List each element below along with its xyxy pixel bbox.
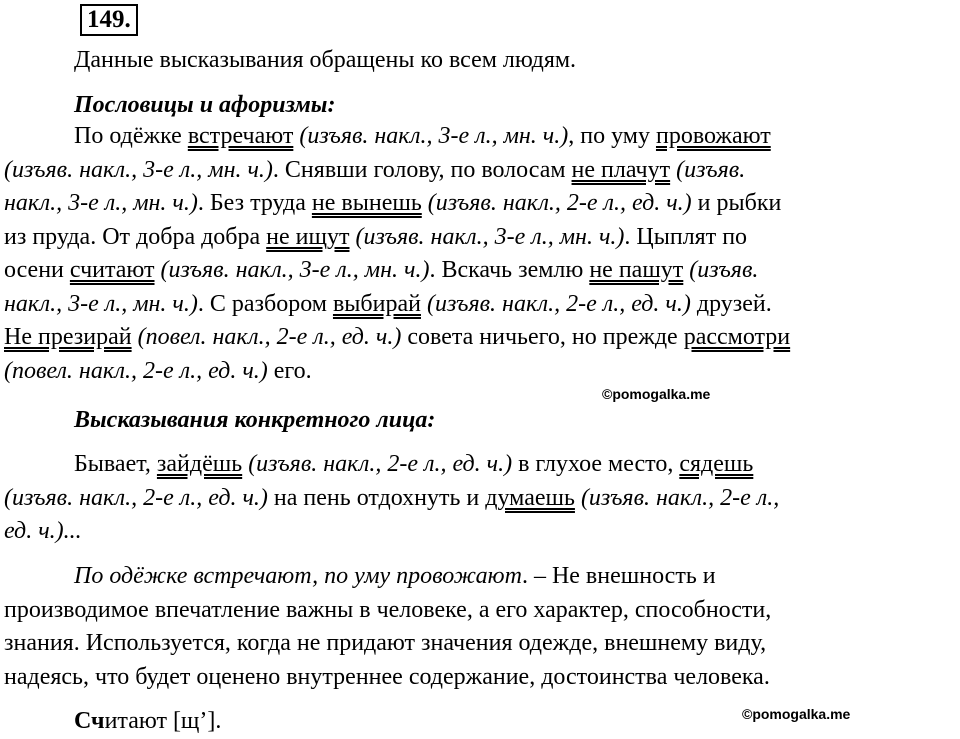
- verb-underlined: не плачут: [571, 157, 671, 183]
- grammar-note: (изъяв. накл., 2-е л., ед. ч.): [421, 190, 692, 216]
- section-title-proverbs: Пословицы и афоризмы:: [74, 92, 336, 118]
- p1-line-2: (изъяв. накл., 3-е л., мн. ч.). Снявши голову, по волосам не плачут (изъяв.: [4, 157, 746, 183]
- p1-line-1: По одёжке встречают (изъяв. накл., 3-е л., мн. ч.), по уму провожают: [74, 123, 771, 149]
- proverb-quote: По одёжке встречают, по уму провожают: [74, 563, 522, 589]
- verb-underlined: не ищут: [266, 224, 350, 250]
- p3-line-1: По одёжке встречают, по уму провожают. – Не внешность и: [74, 563, 716, 589]
- p1-line-4: из пруда. От добра добра не ищут (изъяв. накл., 3-е л., мн. ч.). Цыплят по: [4, 224, 748, 250]
- grammar-note: ед. ч.): [4, 518, 64, 544]
- grammar-note: (изъяв. накл., 3-е л., мн. ч.): [293, 123, 569, 149]
- pronunciation-line: Считают [щ’].: [74, 708, 222, 734]
- grammar-note: (повел. накл., 2-е л., ед. ч.): [131, 324, 402, 350]
- grammar-note: (изъяв. накл., 2-е л., ед. ч.): [4, 485, 268, 511]
- p1-line-7: Не презирай (повел. накл., 2-е л., ед. ч.) совета ничьего, но прежде рассмотри: [4, 324, 791, 350]
- grammar-note: накл., 3-е л., мн. ч.): [4, 190, 198, 216]
- p3-line-4: надеясь, что будет оценено внутреннее содержание, достоинства человека.: [4, 664, 770, 690]
- verb-underlined: думаешь: [485, 485, 575, 511]
- p2-line-2: (изъяв. накл., 2-е л., ед. ч.) на пень отдохнуть и думаешь (изъяв. накл., 2-е л.,: [4, 485, 780, 511]
- grammar-note: (изъяв. накл., 2-е л.,: [574, 485, 780, 511]
- verb-underlined: встречают: [187, 123, 294, 149]
- verb-underlined: зайдёшь: [156, 451, 243, 477]
- section-title-person: Высказывания конкретного лица:: [74, 407, 436, 433]
- p2-line-1: Бывает, зайдёшь (изъяв. накл., 2-е л., ед. ч.) в глухое место, сядешь: [74, 451, 754, 477]
- p1-line-6: накл., 3-е л., мн. ч.). С разбором выбирай (изъяв. накл., 2-е л., ед. ч.) друзей.: [4, 291, 772, 317]
- watermark-1: ©pomogalka.me: [602, 386, 711, 402]
- grammar-note: (изъяв.: [683, 257, 759, 283]
- grammar-note: (изъяв. накл., 2-е л., ед. ч.): [242, 451, 513, 477]
- bold-letters: Сч: [74, 708, 105, 734]
- verb-underlined: не пашут: [589, 257, 684, 283]
- verb-underlined: рассмотри: [683, 324, 791, 350]
- verb-underlined: Не презирай: [4, 324, 132, 350]
- grammar-note: (изъяв. накл., 3-е л., мн. ч.): [349, 224, 625, 250]
- verb-underlined: выбирай: [332, 291, 421, 317]
- grammar-note: (изъяв. накл., 3-е л., мн. ч.): [154, 257, 430, 283]
- p1-line-8: (повел. накл., 2-е л., ед. ч.) его.: [4, 358, 312, 384]
- watermark-2: ©pomogalka.me: [742, 706, 851, 722]
- intro-line: Данные высказывания обращены ко всем людям.: [74, 47, 577, 73]
- grammar-note: (повел. накл., 2-е л., ед. ч.): [4, 358, 268, 384]
- p3-line-2: производимое впечатление важны в человеке, а его характер, способности,: [4, 597, 772, 623]
- grammar-note: (изъяв.: [670, 157, 746, 183]
- p1-line-3: накл., 3-е л., мн. ч.). Без труда не вынешь (изъяв. накл., 2-е л., ед. ч.) и рыбки: [4, 190, 782, 216]
- exercise-number: 149.: [80, 4, 138, 36]
- verb-underlined: считают: [69, 257, 155, 283]
- grammar-note: (изъяв. накл., 3-е л., мн. ч.): [4, 157, 273, 183]
- p3-line-3: знания. Используется, когда не придают значения одежде, внешнему виду,: [4, 630, 767, 656]
- grammar-note: (изъяв. накл., 2-е л., ед. ч.): [420, 291, 691, 317]
- verb-underlined: сядешь: [679, 451, 754, 477]
- grammar-note: накл., 3-е л., мн. ч.): [4, 291, 198, 317]
- p1-line-5: осени считают (изъяв. накл., 3-е л., мн. ч.). Вскачь землю не пашут (изъяв.: [4, 257, 759, 283]
- verb-underlined: провожают: [655, 123, 771, 149]
- verb-underlined: не вынешь: [311, 190, 422, 216]
- p2-line-3: ед. ч.)...: [4, 518, 82, 544]
